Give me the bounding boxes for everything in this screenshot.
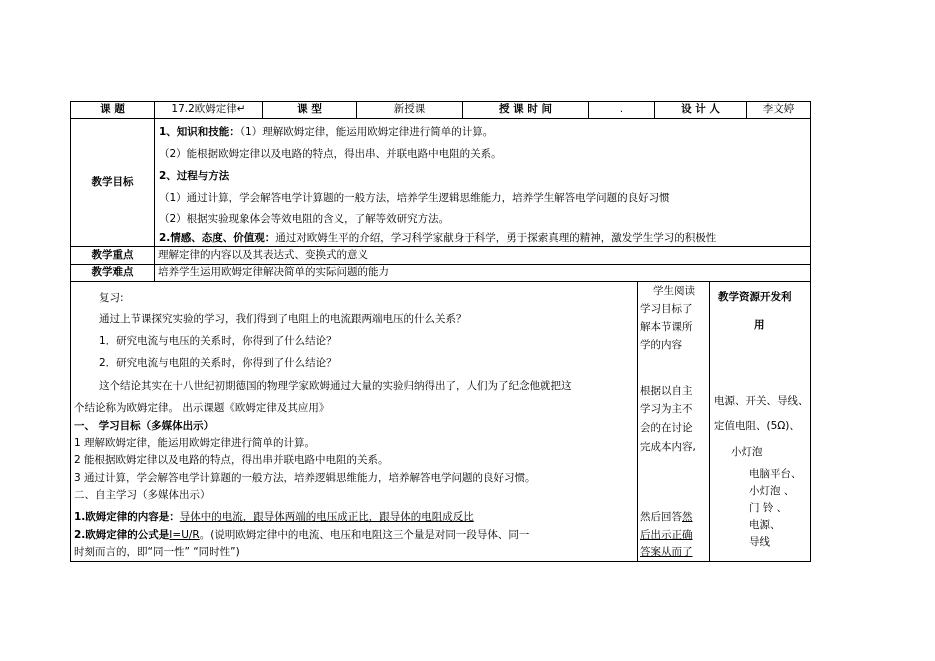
ohm-law-formula-note: 。(说明欧姆定律中的电流、电压和电阻这三个量是对同一段导体、同一 <box>199 529 530 541</box>
learning-goals-heading: 一、 学习目标（多媒体出示） <box>74 420 215 432</box>
student-activity-2d: 完成本内容, <box>640 441 696 453</box>
emotion-text: 通过对欧姆生平的介绍，学习科学家献身于科学，勇于探索真理的精神，激发学生学习的积极性 <box>275 232 717 244</box>
type-value: 新授课 <box>393 103 426 115</box>
label-column-line <box>154 101 155 282</box>
resources-heading-2: 用 <box>754 319 765 331</box>
review-question-intro: 通过上节课探究实验的学习，我们得到了电阻上的电流跟两端电压的什么关系？ <box>99 313 467 325</box>
learning-goal-3: 3 通过计算，学会解答电学计算题的一般方法，培养逻辑思维能力，培养解答电学问题的良好习惯。 <box>74 472 536 484</box>
story-line-2: 个结论称为欧姆定律。 出示课题《欧姆定律及其应用》 <box>74 402 330 414</box>
objectives-row-bottom <box>70 246 811 247</box>
process-col-line-1 <box>637 281 638 562</box>
resource-item-2: 定值电阻、(5Ω)、 <box>714 420 800 432</box>
knowledge-text: （1）理解欧姆定律，能运用欧姆定律进行简单的计算。 <box>239 126 494 138</box>
student-activity-1d: 学的内容 <box>640 339 682 351</box>
resource-item-6: 门 铃 、 <box>749 502 788 514</box>
resource-item-1: 电源、开关、导线、 <box>714 395 809 407</box>
lesson-label: 课 题 <box>100 103 125 115</box>
learning-goal-2: 2 能根据欧姆定律以及电路的特点，得出串并联电路中电阻的关系。 <box>74 454 389 466</box>
knowledge-heading: 1、知识和技能： <box>159 126 240 138</box>
student-activity-1c: 解本节课所 <box>640 321 693 333</box>
student-activity-3c <box>640 546 693 559</box>
designer-value: 李文婷 <box>762 103 795 115</box>
resource-item-7: 电源、 <box>749 519 781 531</box>
learning-goal-1: 1 理解欧姆定律，能运用欧姆定律进行简单的计算。 <box>74 437 316 449</box>
student-activity-3c-text: 答案从而了 <box>640 546 693 558</box>
difficulty-row-bottom <box>70 281 811 282</box>
header-row-bottom <box>70 118 811 119</box>
resource-item-4: 电脑平台、 <box>749 468 802 480</box>
process-col-line-2 <box>709 281 710 562</box>
review-heading: 复习: <box>99 292 124 304</box>
objectives-line-1 <box>159 126 809 139</box>
ohm-law-content <box>74 511 636 524</box>
resources-heading-1: 教学资源开发利 <box>718 291 792 303</box>
process-method-heading: 2、过程与方法 <box>159 170 230 182</box>
student-activity-3b: 后出示正确 <box>640 529 693 541</box>
emotion-heading: 2.情感、态度、价值观： <box>159 232 276 244</box>
student-activity-2b: 学习为主不 <box>640 403 693 415</box>
key-point-text: 理解定律的内容以及其表达式、变换式的意义 <box>158 249 368 261</box>
student-activity-3a-text: 然后回答 <box>640 511 682 523</box>
table-border-left <box>70 101 71 562</box>
resource-item-3: 小灯泡 <box>731 446 763 458</box>
designer-label: 设 计 人 <box>681 103 720 115</box>
objectives-line-5: （2）根据实验现象体会等效电阻的含义，了解等效研究方法。 <box>159 213 450 225</box>
keypoint-row-bottom <box>70 264 811 265</box>
student-activity-1a: 学生阅读 <box>653 285 695 297</box>
table-border-top <box>70 101 811 102</box>
ohm-law-formula-note-2: 时刻而言的，即“同一性” “同时性”) <box>74 546 240 558</box>
self-study-heading: 二、自主学习（多媒体出示） <box>74 489 211 501</box>
type-label: 课 型 <box>297 103 322 115</box>
ohm-law-formula-label: 2.欧姆定律的公式是 <box>74 529 170 541</box>
objectives-line-2: （2）能根据欧姆定律以及电路的特点，得出串、并联电路中电阻的关系。 <box>159 148 502 160</box>
time-label: 授 课 时 间 <box>499 103 552 115</box>
table-border-right <box>810 101 811 562</box>
difficulty-text: 培养学生运用欧姆定律解决简单的实际问题的能力 <box>158 266 389 278</box>
key-point-label: 教学重点 <box>91 249 134 261</box>
ohm-law-formula <box>74 529 636 542</box>
student-activity-3a-underlined: 然 <box>682 511 693 523</box>
resource-item-5: 小灯泡 、 <box>749 485 795 497</box>
resource-item-8: 导线 <box>749 536 770 548</box>
ohm-law-formula-answer: I=U/R <box>169 529 200 541</box>
objectives-line-4: （1）通过计算，学会解答电学计算题的一般方法，培养学生逻辑思维能力，培养学生解答电学问题的良好习惯 <box>159 192 670 204</box>
ohm-law-content-label: 1.欧姆定律的内容是： <box>74 511 180 523</box>
review-question-1: 1．研究电流与电压的关系时，你得到了什么结论？ <box>99 335 337 347</box>
objectives-line-6 <box>159 232 809 245</box>
student-activity-1b: 学习目标了 <box>640 303 693 315</box>
story-line-1: 这个结论其实在十八世纪初期德国的物理学家欧姆通过大量的实验归纳得出了，人们为了纪念他就把这 <box>99 380 572 392</box>
student-activity-3a <box>640 511 693 524</box>
objectives-label: 教学目标 <box>91 176 134 188</box>
lesson-value: 17.2欧姆定律↵ <box>171 103 246 115</box>
difficulty-label: 教学难点 <box>91 266 134 278</box>
review-question-2: 2．研究电流与电阻的关系时，你得到了什么结论？ <box>99 357 337 369</box>
time-value: . <box>619 104 624 115</box>
ohm-law-content-answer: 导体中的电流，跟导体两端的电压成正比，跟导体的电阻成反比 <box>179 511 474 523</box>
table-border-bottom <box>70 561 811 562</box>
student-activity-2c: 会的在讨论 <box>640 422 693 434</box>
student-activity-2a: 根据以自主 <box>640 385 693 397</box>
